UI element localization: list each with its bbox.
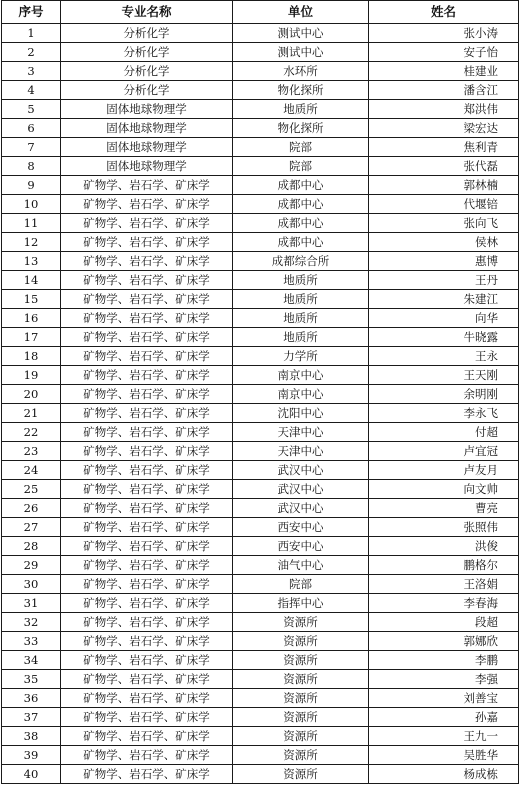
table-row [2,366,519,385]
cell-major: 矿物学、岩石学、矿床学 [61,233,233,252]
cell-name: 郭娜欣 [369,632,519,651]
cell-name: 洪俊 [369,537,519,556]
cell-serial-number: 33 [2,632,61,651]
cell-name: 孙嘉 [369,708,519,727]
cell-serial-number: 24 [2,461,61,480]
cell-name: 张向飞 [369,214,519,233]
cell-serial-number: 25 [2,480,61,499]
table-row [2,651,519,670]
cell-serial-number: 10 [2,195,61,214]
cell-major: 矿物学、岩石学、矿床学 [61,271,233,290]
cell-unit: 武汉中心 [233,461,369,480]
cell-major: 固体地球物理学 [61,138,233,157]
header-name: 姓名 [369,1,519,24]
cell-name: 王九一 [369,727,519,746]
table-row [2,613,519,632]
cell-name: 张小涛 [369,24,519,43]
table-row [2,233,519,252]
cell-major: 矿物学、岩石学、矿床学 [61,689,233,708]
cell-unit: 资源所 [233,746,369,765]
cell-unit: 院部 [233,138,369,157]
cell-serial-number: 17 [2,328,61,347]
cell-serial-number: 30 [2,575,61,594]
cell-major: 矿物学、岩石学、矿床学 [61,214,233,233]
table-row [2,328,519,347]
cell-serial-number: 12 [2,233,61,252]
table-row [2,518,519,537]
cell-serial-number: 26 [2,499,61,518]
cell-serial-number: 11 [2,214,61,233]
cell-serial-number: 5 [2,100,61,119]
cell-name: 安子怡 [369,43,519,62]
cell-major: 固体地球物理学 [61,157,233,176]
cell-name: 代堰锫 [369,195,519,214]
cell-major: 矿物学、岩石学、矿床学 [61,518,233,537]
cell-unit: 成都中心 [233,195,369,214]
table-row [2,727,519,746]
cell-name: 卢宜冠 [369,442,519,461]
cell-unit: 力学所 [233,347,369,366]
table-row [2,43,519,62]
table-row [2,309,519,328]
cell-unit: 天津中心 [233,423,369,442]
cell-serial-number: 31 [2,594,61,613]
cell-serial-number: 2 [2,43,61,62]
cell-major: 矿物学、岩石学、矿床学 [61,708,233,727]
cell-unit: 资源所 [233,651,369,670]
table-row [2,765,519,784]
cell-name: 李永飞 [369,404,519,423]
cell-name: 桂建业 [369,62,519,81]
cell-serial-number: 29 [2,556,61,575]
cell-unit: 院部 [233,157,369,176]
table-row [2,385,519,404]
table-row [2,537,519,556]
cell-unit: 资源所 [233,613,369,632]
personnel-table [1,0,519,784]
cell-serial-number: 8 [2,157,61,176]
cell-major: 分析化学 [61,24,233,43]
cell-unit: 成都中心 [233,214,369,233]
table-body [2,24,519,784]
cell-serial-number: 32 [2,613,61,632]
cell-unit: 物化探所 [233,119,369,138]
table-row [2,119,519,138]
cell-serial-number: 16 [2,309,61,328]
table-row [2,746,519,765]
cell-serial-number: 4 [2,81,61,100]
table-row [2,423,519,442]
cell-name: 惠博 [369,252,519,271]
table-row [2,480,519,499]
cell-unit: 西安中心 [233,518,369,537]
cell-major: 矿物学、岩石学、矿床学 [61,556,233,575]
cell-unit: 地质所 [233,271,369,290]
cell-name: 王洛娟 [369,575,519,594]
cell-name: 王天刚 [369,366,519,385]
cell-name: 梁宏达 [369,119,519,138]
cell-major: 固体地球物理学 [61,119,233,138]
cell-serial-number: 22 [2,423,61,442]
cell-name: 郑洪伟 [369,100,519,119]
cell-unit: 资源所 [233,689,369,708]
table-row [2,195,519,214]
table-row [2,689,519,708]
cell-serial-number: 28 [2,537,61,556]
cell-name: 李强 [369,670,519,689]
cell-unit: 地质所 [233,100,369,119]
table-row [2,100,519,119]
table-row [2,81,519,100]
cell-unit: 资源所 [233,632,369,651]
cell-major: 矿物学、岩石学、矿床学 [61,404,233,423]
cell-name: 侯林 [369,233,519,252]
cell-serial-number: 39 [2,746,61,765]
cell-major: 矿物学、岩石学、矿床学 [61,670,233,689]
cell-unit: 成都中心 [233,176,369,195]
cell-serial-number: 21 [2,404,61,423]
cell-name: 张照伟 [369,518,519,537]
cell-serial-number: 1 [2,24,61,43]
cell-name: 向文帅 [369,480,519,499]
cell-unit: 成都中心 [233,233,369,252]
cell-name: 李鹏 [369,651,519,670]
table-row [2,708,519,727]
cell-unit: 地质所 [233,328,369,347]
table-row [2,214,519,233]
table-row [2,461,519,480]
cell-serial-number: 20 [2,385,61,404]
cell-serial-number: 18 [2,347,61,366]
cell-major: 矿物学、岩石学、矿床学 [61,328,233,347]
cell-name: 段超 [369,613,519,632]
table-row [2,176,519,195]
cell-name: 卢友月 [369,461,519,480]
cell-serial-number: 36 [2,689,61,708]
cell-major: 矿物学、岩石学、矿床学 [61,366,233,385]
cell-name: 付超 [369,423,519,442]
cell-major: 矿物学、岩石学、矿床学 [61,575,233,594]
cell-unit: 天津中心 [233,442,369,461]
cell-serial-number: 15 [2,290,61,309]
cell-serial-number: 14 [2,271,61,290]
cell-serial-number: 3 [2,62,61,81]
cell-name: 鹏格尔 [369,556,519,575]
cell-major: 矿物学、岩石学、矿床学 [61,176,233,195]
cell-unit: 资源所 [233,708,369,727]
cell-name: 焦利青 [369,138,519,157]
table-row [2,290,519,309]
cell-unit: 资源所 [233,765,369,784]
table-row [2,632,519,651]
cell-name: 王永 [369,347,519,366]
table-row [2,62,519,81]
cell-major: 分析化学 [61,62,233,81]
cell-unit: 南京中心 [233,366,369,385]
cell-name: 李春海 [369,594,519,613]
header-unit: 单位 [233,1,369,24]
cell-unit: 南京中心 [233,385,369,404]
cell-serial-number: 34 [2,651,61,670]
table-row [2,404,519,423]
header-row [2,1,519,24]
table-row [2,24,519,43]
cell-name: 郭林楠 [369,176,519,195]
cell-unit: 资源所 [233,670,369,689]
cell-unit: 测试中心 [233,24,369,43]
cell-name: 张代磊 [369,157,519,176]
cell-name: 朱建江 [369,290,519,309]
cell-major: 固体地球物理学 [61,100,233,119]
cell-serial-number: 13 [2,252,61,271]
cell-unit: 地质所 [233,290,369,309]
cell-major: 矿物学、岩石学、矿床学 [61,499,233,518]
table-row [2,347,519,366]
cell-unit: 西安中心 [233,537,369,556]
cell-serial-number: 38 [2,727,61,746]
header-major: 专业名称 [61,1,233,24]
cell-unit: 地质所 [233,309,369,328]
cell-name: 向华 [369,309,519,328]
cell-major: 矿物学、岩石学、矿床学 [61,537,233,556]
cell-major: 矿物学、岩石学、矿床学 [61,442,233,461]
cell-name: 王丹 [369,271,519,290]
cell-unit: 沈阳中心 [233,404,369,423]
cell-name: 余明刚 [369,385,519,404]
header-serial-number: 序号 [2,1,61,24]
cell-major: 矿物学、岩石学、矿床学 [61,765,233,784]
table-row [2,252,519,271]
cell-unit: 测试中心 [233,43,369,62]
cell-major: 矿物学、岩石学、矿床学 [61,309,233,328]
cell-unit: 水环所 [233,62,369,81]
cell-major: 分析化学 [61,81,233,100]
cell-serial-number: 7 [2,138,61,157]
cell-major: 矿物学、岩石学、矿床学 [61,195,233,214]
table-row [2,271,519,290]
cell-major: 矿物学、岩石学、矿床学 [61,461,233,480]
cell-serial-number: 35 [2,670,61,689]
cell-name: 杨成栋 [369,765,519,784]
table-row [2,442,519,461]
cell-name: 刘善宝 [369,689,519,708]
table-row [2,594,519,613]
cell-name: 潘含江 [369,81,519,100]
cell-name: 曹亮 [369,499,519,518]
cell-major: 矿物学、岩石学、矿床学 [61,347,233,366]
cell-major: 矿物学、岩石学、矿床学 [61,651,233,670]
cell-major: 矿物学、岩石学、矿床学 [61,480,233,499]
cell-major: 矿物学、岩石学、矿床学 [61,594,233,613]
cell-serial-number: 19 [2,366,61,385]
cell-name: 吴胜华 [369,746,519,765]
cell-unit: 资源所 [233,727,369,746]
cell-major: 分析化学 [61,43,233,62]
cell-name: 牛晓露 [369,328,519,347]
table-row [2,138,519,157]
cell-unit: 油气中心 [233,556,369,575]
cell-serial-number: 9 [2,176,61,195]
table-row [2,556,519,575]
cell-major: 矿物学、岩石学、矿床学 [61,632,233,651]
table-header [2,1,519,24]
cell-major: 矿物学、岩石学、矿床学 [61,746,233,765]
cell-unit: 武汉中心 [233,499,369,518]
cell-unit: 成都综合所 [233,252,369,271]
cell-major: 矿物学、岩石学、矿床学 [61,423,233,442]
cell-serial-number: 37 [2,708,61,727]
table-row [2,670,519,689]
cell-serial-number: 40 [2,765,61,784]
cell-serial-number: 23 [2,442,61,461]
cell-major: 矿物学、岩石学、矿床学 [61,613,233,632]
cell-serial-number: 6 [2,119,61,138]
cell-unit: 院部 [233,575,369,594]
cell-major: 矿物学、岩石学、矿床学 [61,385,233,404]
cell-unit: 指挥中心 [233,594,369,613]
cell-major: 矿物学、岩石学、矿床学 [61,727,233,746]
cell-serial-number: 27 [2,518,61,537]
table-row [2,499,519,518]
cell-major: 矿物学、岩石学、矿床学 [61,290,233,309]
table-row [2,157,519,176]
cell-unit: 武汉中心 [233,480,369,499]
table-row [2,575,519,594]
cell-unit: 物化探所 [233,81,369,100]
cell-major: 矿物学、岩石学、矿床学 [61,252,233,271]
